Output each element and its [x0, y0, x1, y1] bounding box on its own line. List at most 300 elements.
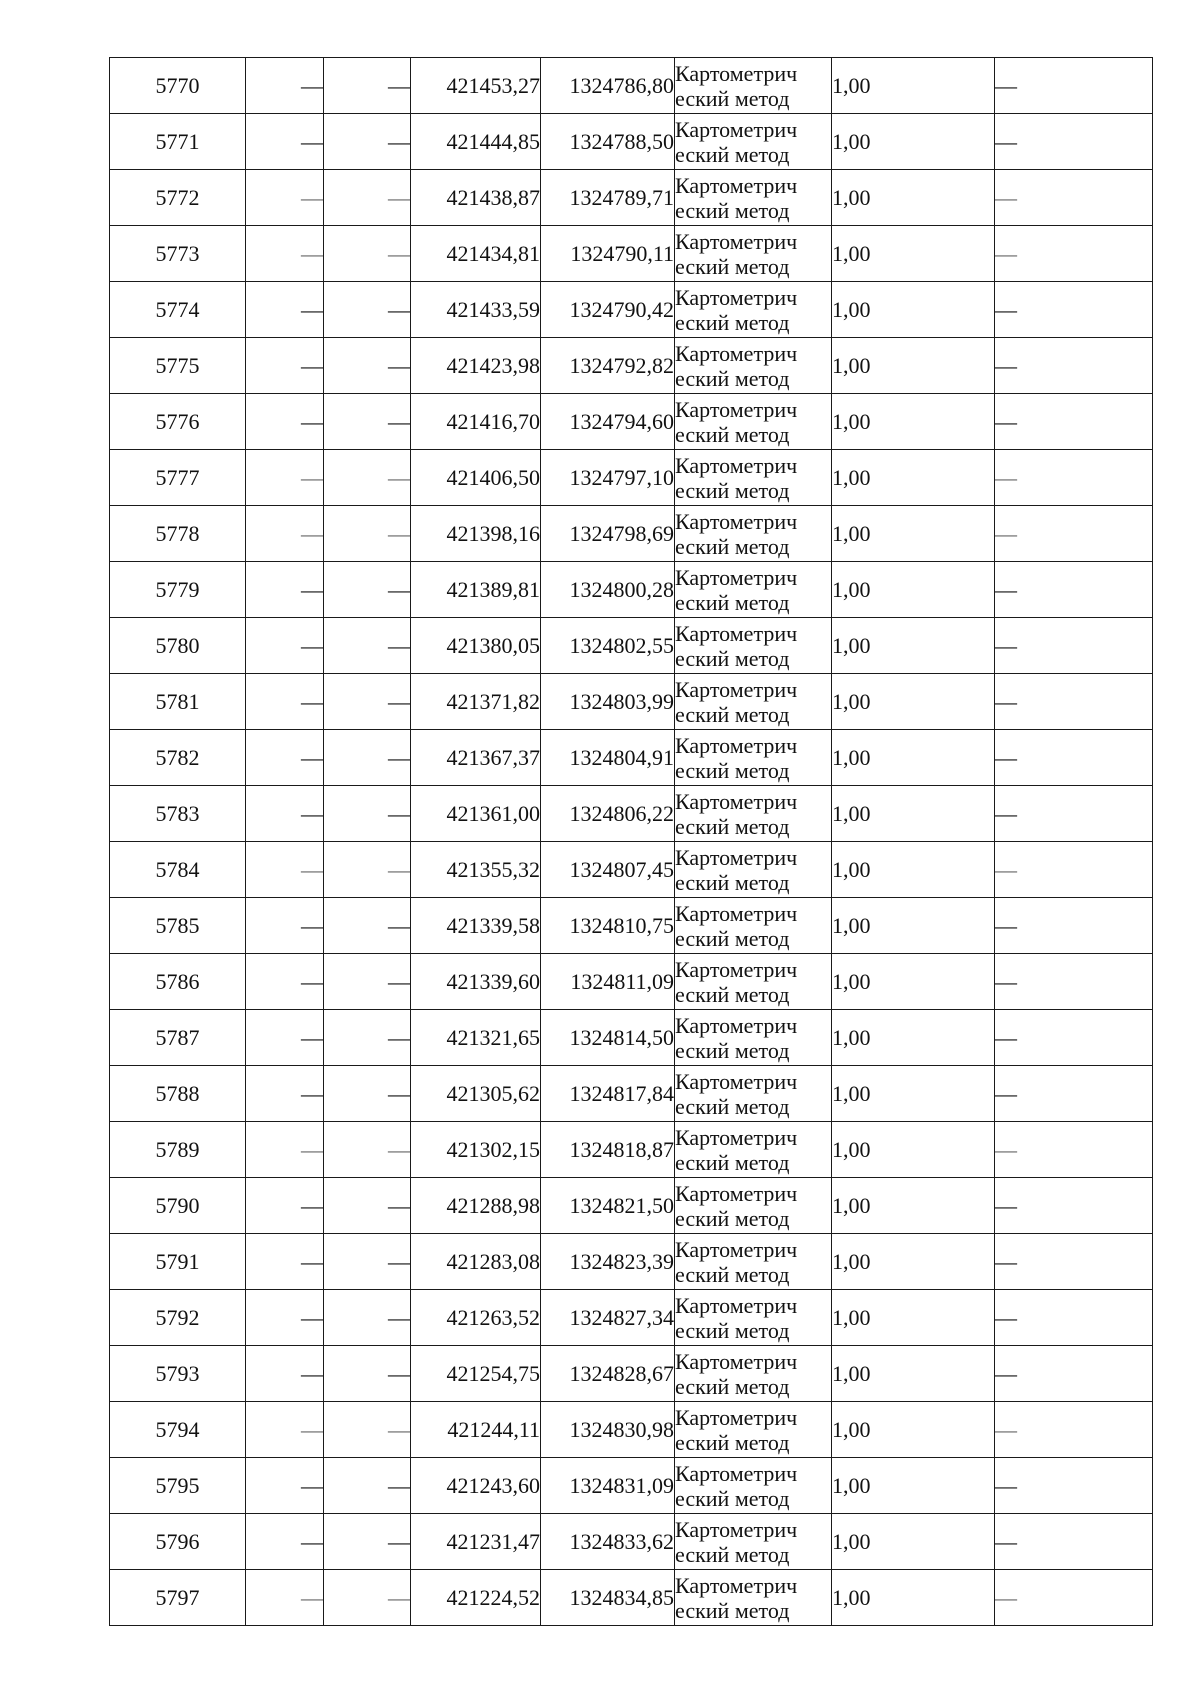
- empty-dash-cell-1: —: [246, 338, 324, 394]
- empty-dash-cell-1: —: [246, 506, 324, 562]
- method-line-2: еский метод: [675, 925, 790, 951]
- coordinate-y-cell: 1324834,85: [541, 1570, 675, 1626]
- method-cell: [675, 674, 832, 730]
- method-cell: [675, 1234, 832, 1290]
- point-number-cell: 5794: [110, 1402, 246, 1458]
- method-line-2: еский метод: [675, 869, 790, 895]
- empty-dash-cell-2: —: [324, 1122, 411, 1178]
- table-row: [110, 618, 1153, 674]
- point-number-cell: 5778: [110, 506, 246, 562]
- method-line-2: еский метод: [675, 1037, 790, 1063]
- method-line-2: еский метод: [675, 1093, 790, 1119]
- coordinate-y-cell: 1324800,28: [541, 562, 675, 618]
- coordinate-y-cell: 1324806,22: [541, 786, 675, 842]
- point-number-cell: 5788: [110, 1066, 246, 1122]
- method-line-2: еский метод: [675, 981, 790, 1007]
- method-cell: [675, 170, 832, 226]
- accuracy-cell: 1,00: [832, 58, 995, 114]
- method-line-2: еский метод: [675, 197, 790, 223]
- method-line-1: Картометрич: [675, 1180, 798, 1206]
- table-row: [110, 1346, 1153, 1402]
- method-line-2: еский метод: [675, 1317, 790, 1343]
- empty-dash-cell-2: —: [324, 842, 411, 898]
- empty-dash-cell-1: —: [246, 730, 324, 786]
- coordinate-y-cell: 1324802,55: [541, 618, 675, 674]
- empty-dash-cell-3: —: [995, 562, 1153, 618]
- coordinate-y-cell: 1324821,50: [541, 1178, 675, 1234]
- empty-dash-cell-1: —: [246, 1458, 324, 1514]
- coordinate-x-cell: 421339,58: [411, 898, 541, 954]
- empty-dash-cell-2: —: [324, 1458, 411, 1514]
- coordinate-y-cell: 1324818,87: [541, 1122, 675, 1178]
- table-row: [110, 898, 1153, 954]
- coordinate-y-cell: 1324827,34: [541, 1290, 675, 1346]
- method-line-1: Картометрич: [675, 1292, 798, 1318]
- method-cell: [675, 1010, 832, 1066]
- empty-dash-cell-2: —: [324, 1178, 411, 1234]
- empty-dash-cell-3: —: [995, 842, 1153, 898]
- accuracy-cell: 1,00: [832, 1290, 995, 1346]
- accuracy-cell: 1,00: [832, 450, 995, 506]
- empty-dash-cell-3: —: [995, 1458, 1153, 1514]
- method-line-1: Картометрич: [675, 116, 798, 142]
- method-cell: [675, 1066, 832, 1122]
- accuracy-cell: 1,00: [832, 394, 995, 450]
- empty-dash-cell-2: —: [324, 1514, 411, 1570]
- point-number-cell: 5791: [110, 1234, 246, 1290]
- point-number-cell: 5781: [110, 674, 246, 730]
- coordinate-x-cell: 421438,87: [411, 170, 541, 226]
- empty-dash-cell-1: —: [246, 450, 324, 506]
- method-cell: [675, 506, 832, 562]
- point-number-cell: 5773: [110, 226, 246, 282]
- coordinate-x-cell: 421321,65: [411, 1010, 541, 1066]
- method-cell: [675, 562, 832, 618]
- method-line-1: Картометрич: [675, 844, 798, 870]
- coordinate-x-cell: 421434,81: [411, 226, 541, 282]
- empty-dash-cell-1: —: [246, 898, 324, 954]
- method-cell: [675, 898, 832, 954]
- coordinate-x-cell: 421406,50: [411, 450, 541, 506]
- accuracy-cell: 1,00: [832, 226, 995, 282]
- empty-dash-cell-2: —: [324, 114, 411, 170]
- coordinate-y-cell: 1324833,62: [541, 1514, 675, 1570]
- empty-dash-cell-3: —: [995, 954, 1153, 1010]
- method-cell: [675, 1122, 832, 1178]
- accuracy-cell: 1,00: [832, 898, 995, 954]
- table-row: [110, 450, 1153, 506]
- table-row: [110, 282, 1153, 338]
- method-line-1: Картометрич: [675, 1124, 798, 1150]
- empty-dash-cell-3: —: [995, 1066, 1153, 1122]
- empty-dash-cell-3: —: [995, 506, 1153, 562]
- empty-dash-cell-2: —: [324, 954, 411, 1010]
- empty-dash-cell-3: —: [995, 618, 1153, 674]
- empty-dash-cell-1: —: [246, 954, 324, 1010]
- point-number-cell: 5780: [110, 618, 246, 674]
- coordinate-x-cell: 421389,81: [411, 562, 541, 618]
- table-row: [110, 1066, 1153, 1122]
- coordinate-y-cell: 1324823,39: [541, 1234, 675, 1290]
- empty-dash-cell-2: —: [324, 786, 411, 842]
- table-body: [110, 58, 1153, 1626]
- empty-dash-cell-3: —: [995, 1346, 1153, 1402]
- coordinate-y-cell: 1324790,11: [541, 226, 675, 282]
- empty-dash-cell-2: —: [324, 506, 411, 562]
- coordinate-y-cell: 1324788,50: [541, 114, 675, 170]
- empty-dash-cell-1: —: [246, 674, 324, 730]
- empty-dash-cell-3: —: [995, 1178, 1153, 1234]
- accuracy-cell: 1,00: [832, 1178, 995, 1234]
- empty-dash-cell-2: —: [324, 1066, 411, 1122]
- table-row: [110, 1010, 1153, 1066]
- point-number-cell: 5774: [110, 282, 246, 338]
- coordinate-x-cell: 421231,47: [411, 1514, 541, 1570]
- table-row: [110, 1178, 1153, 1234]
- accuracy-cell: 1,00: [832, 562, 995, 618]
- empty-dash-cell-2: —: [324, 226, 411, 282]
- table-row: [110, 226, 1153, 282]
- coordinate-y-cell: 1324789,71: [541, 170, 675, 226]
- point-number-cell: 5776: [110, 394, 246, 450]
- coordinate-x-cell: 421453,27: [411, 58, 541, 114]
- method-cell: [675, 786, 832, 842]
- method-cell: [675, 730, 832, 786]
- accuracy-cell: 1,00: [832, 954, 995, 1010]
- table-row: [110, 1290, 1153, 1346]
- point-number-cell: 5795: [110, 1458, 246, 1514]
- empty-dash-cell-1: —: [246, 618, 324, 674]
- table-row: [110, 1570, 1153, 1626]
- empty-dash-cell-2: —: [324, 58, 411, 114]
- method-line-1: Картометрич: [675, 1516, 798, 1542]
- coordinate-x-cell: 421244,11: [411, 1402, 541, 1458]
- coordinate-x-cell: 421339,60: [411, 954, 541, 1010]
- empty-dash-cell-1: —: [246, 58, 324, 114]
- table-row: [110, 1122, 1153, 1178]
- method-line-1: Картометрич: [675, 284, 798, 310]
- empty-dash-cell-1: —: [246, 786, 324, 842]
- method-line-1: Картометрич: [675, 340, 798, 366]
- empty-dash-cell-2: —: [324, 562, 411, 618]
- point-number-cell: 5786: [110, 954, 246, 1010]
- table-row: [110, 562, 1153, 618]
- empty-dash-cell-2: —: [324, 1402, 411, 1458]
- method-cell: [675, 394, 832, 450]
- table-row: [110, 1234, 1153, 1290]
- coordinates-table: [109, 57, 1153, 1626]
- empty-dash-cell-1: —: [246, 1234, 324, 1290]
- method-cell: [675, 450, 832, 506]
- empty-dash-cell-1: —: [246, 226, 324, 282]
- coordinate-y-cell: 1324797,10: [541, 450, 675, 506]
- accuracy-cell: 1,00: [832, 786, 995, 842]
- method-cell: [675, 1570, 832, 1626]
- coordinate-y-cell: 1324798,69: [541, 506, 675, 562]
- coordinate-y-cell: 1324817,84: [541, 1066, 675, 1122]
- accuracy-cell: 1,00: [832, 1570, 995, 1626]
- coordinate-x-cell: 421423,98: [411, 338, 541, 394]
- empty-dash-cell-2: —: [324, 282, 411, 338]
- method-line-1: Картометрич: [675, 1572, 798, 1598]
- empty-dash-cell-3: —: [995, 394, 1153, 450]
- method-cell: [675, 1458, 832, 1514]
- accuracy-cell: 1,00: [832, 1458, 995, 1514]
- method-line-1: Картометрич: [675, 788, 798, 814]
- method-line-2: еский метод: [675, 309, 790, 335]
- point-number-cell: 5779: [110, 562, 246, 618]
- method-line-2: еский метод: [675, 1373, 790, 1399]
- coordinate-x-cell: 421254,75: [411, 1346, 541, 1402]
- method-cell: [675, 954, 832, 1010]
- method-line-2: еский метод: [675, 757, 790, 783]
- empty-dash-cell-3: —: [995, 170, 1153, 226]
- empty-dash-cell-3: —: [995, 58, 1153, 114]
- method-line-1: Картометрич: [675, 1012, 798, 1038]
- table-row: [110, 786, 1153, 842]
- coordinate-y-cell: 1324803,99: [541, 674, 675, 730]
- method-line-2: еский метод: [675, 1205, 790, 1231]
- table-row: [110, 338, 1153, 394]
- empty-dash-cell-1: —: [246, 842, 324, 898]
- accuracy-cell: 1,00: [832, 842, 995, 898]
- empty-dash-cell-3: —: [995, 1402, 1153, 1458]
- method-line-1: Картометрич: [675, 900, 798, 926]
- empty-dash-cell-2: —: [324, 1234, 411, 1290]
- empty-dash-cell-2: —: [324, 1346, 411, 1402]
- empty-dash-cell-2: —: [324, 618, 411, 674]
- coordinate-x-cell: 421380,05: [411, 618, 541, 674]
- method-line-1: Картометрич: [675, 1348, 798, 1374]
- method-cell: [675, 114, 832, 170]
- point-number-cell: 5792: [110, 1290, 246, 1346]
- table-row: [110, 1402, 1153, 1458]
- empty-dash-cell-1: —: [246, 114, 324, 170]
- table-row: [110, 1514, 1153, 1570]
- empty-dash-cell-3: —: [995, 1570, 1153, 1626]
- point-number-cell: 5775: [110, 338, 246, 394]
- method-line-1: Картометрич: [675, 1068, 798, 1094]
- method-cell: [675, 1514, 832, 1570]
- empty-dash-cell-1: —: [246, 1514, 324, 1570]
- coordinate-x-cell: 421433,59: [411, 282, 541, 338]
- coordinate-x-cell: 421283,08: [411, 1234, 541, 1290]
- accuracy-cell: 1,00: [832, 1514, 995, 1570]
- coordinate-y-cell: 1324794,60: [541, 394, 675, 450]
- empty-dash-cell-3: —: [995, 338, 1153, 394]
- empty-dash-cell-2: —: [324, 1290, 411, 1346]
- table-row: [110, 674, 1153, 730]
- method-line-2: еский метод: [675, 253, 790, 279]
- method-line-1: Картометрич: [675, 1236, 798, 1262]
- point-number-cell: 5772: [110, 170, 246, 226]
- table-row: [110, 170, 1153, 226]
- coordinate-y-cell: 1324786,80: [541, 58, 675, 114]
- coordinate-x-cell: 421361,00: [411, 786, 541, 842]
- empty-dash-cell-1: —: [246, 1570, 324, 1626]
- method-line-1: Картометрич: [675, 676, 798, 702]
- coordinate-x-cell: 421367,37: [411, 730, 541, 786]
- empty-dash-cell-2: —: [324, 730, 411, 786]
- method-line-2: еский метод: [675, 365, 790, 391]
- coordinate-x-cell: 421355,32: [411, 842, 541, 898]
- empty-dash-cell-2: —: [324, 394, 411, 450]
- point-number-cell: 5787: [110, 1010, 246, 1066]
- method-line-2: еский метод: [675, 1485, 790, 1511]
- method-line-1: Картометрич: [675, 508, 798, 534]
- method-line-2: еский метод: [675, 1261, 790, 1287]
- empty-dash-cell-1: —: [246, 170, 324, 226]
- method-line-2: еский метод: [675, 1149, 790, 1175]
- empty-dash-cell-1: —: [246, 1402, 324, 1458]
- table-row: [110, 58, 1153, 114]
- empty-dash-cell-2: —: [324, 170, 411, 226]
- table-row: [110, 842, 1153, 898]
- accuracy-cell: 1,00: [832, 1010, 995, 1066]
- method-cell: [675, 1346, 832, 1402]
- method-cell: [675, 226, 832, 282]
- method-cell: [675, 338, 832, 394]
- coordinate-x-cell: 421302,15: [411, 1122, 541, 1178]
- coordinate-y-cell: 1324807,45: [541, 842, 675, 898]
- accuracy-cell: 1,00: [832, 674, 995, 730]
- method-line-2: еский метод: [675, 1429, 790, 1455]
- method-cell: [675, 1402, 832, 1458]
- empty-dash-cell-1: —: [246, 1178, 324, 1234]
- empty-dash-cell-3: —: [995, 1010, 1153, 1066]
- table-row: [110, 506, 1153, 562]
- empty-dash-cell-1: —: [246, 562, 324, 618]
- method-line-1: Картометрич: [675, 172, 798, 198]
- method-line-1: Картометрич: [675, 1460, 798, 1486]
- accuracy-cell: 1,00: [832, 1234, 995, 1290]
- empty-dash-cell-1: —: [246, 1346, 324, 1402]
- point-number-cell: 5771: [110, 114, 246, 170]
- accuracy-cell: 1,00: [832, 1066, 995, 1122]
- method-line-2: еский метод: [675, 589, 790, 615]
- method-cell: [675, 1290, 832, 1346]
- empty-dash-cell-3: —: [995, 450, 1153, 506]
- method-line-1: Картометрич: [675, 452, 798, 478]
- method-line-2: еский метод: [675, 533, 790, 559]
- coordinate-x-cell: 421398,16: [411, 506, 541, 562]
- method-line-1: Картометрич: [675, 396, 798, 422]
- accuracy-cell: 1,00: [832, 338, 995, 394]
- coordinate-y-cell: 1324831,09: [541, 1458, 675, 1514]
- empty-dash-cell-1: —: [246, 394, 324, 450]
- method-cell: [675, 618, 832, 674]
- coordinate-y-cell: 1324792,82: [541, 338, 675, 394]
- accuracy-cell: 1,00: [832, 1346, 995, 1402]
- empty-dash-cell-1: —: [246, 1010, 324, 1066]
- empty-dash-cell-2: —: [324, 674, 411, 730]
- method-cell: [675, 1178, 832, 1234]
- method-line-2: еский метод: [675, 813, 790, 839]
- method-line-2: еский метод: [675, 645, 790, 671]
- accuracy-cell: 1,00: [832, 170, 995, 226]
- empty-dash-cell-3: —: [995, 730, 1153, 786]
- empty-dash-cell-3: —: [995, 282, 1153, 338]
- empty-dash-cell-1: —: [246, 1066, 324, 1122]
- method-line-1: Картометрич: [675, 1404, 798, 1430]
- point-number-cell: 5784: [110, 842, 246, 898]
- method-line-2: еский метод: [675, 701, 790, 727]
- point-number-cell: 5796: [110, 1514, 246, 1570]
- point-number-cell: 5777: [110, 450, 246, 506]
- coordinate-y-cell: 1324828,67: [541, 1346, 675, 1402]
- empty-dash-cell-3: —: [995, 674, 1153, 730]
- coordinate-x-cell: 421371,82: [411, 674, 541, 730]
- coordinate-y-cell: 1324790,42: [541, 282, 675, 338]
- coordinate-x-cell: 421416,70: [411, 394, 541, 450]
- method-line-1: Картометрич: [675, 732, 798, 758]
- method-line-2: еский метод: [675, 1597, 790, 1623]
- empty-dash-cell-3: —: [995, 1290, 1153, 1346]
- coordinate-x-cell: 421224,52: [411, 1570, 541, 1626]
- point-number-cell: 5782: [110, 730, 246, 786]
- empty-dash-cell-3: —: [995, 898, 1153, 954]
- coordinate-y-cell: 1324830,98: [541, 1402, 675, 1458]
- method-line-2: еский метод: [675, 1541, 790, 1567]
- coordinate-y-cell: 1324814,50: [541, 1010, 675, 1066]
- method-line-2: еский метод: [675, 141, 790, 167]
- point-number-cell: 5789: [110, 1122, 246, 1178]
- empty-dash-cell-3: —: [995, 226, 1153, 282]
- accuracy-cell: 1,00: [832, 618, 995, 674]
- accuracy-cell: 1,00: [832, 282, 995, 338]
- point-number-cell: 5785: [110, 898, 246, 954]
- table-row: [110, 114, 1153, 170]
- empty-dash-cell-3: —: [995, 114, 1153, 170]
- table-row: [110, 394, 1153, 450]
- point-number-cell: 5770: [110, 58, 246, 114]
- empty-dash-cell-3: —: [995, 1514, 1153, 1570]
- accuracy-cell: 1,00: [832, 730, 995, 786]
- empty-dash-cell-1: —: [246, 1122, 324, 1178]
- empty-dash-cell-3: —: [995, 1234, 1153, 1290]
- method-line-1: Картометрич: [675, 228, 798, 254]
- empty-dash-cell-2: —: [324, 450, 411, 506]
- empty-dash-cell-2: —: [324, 1010, 411, 1066]
- coordinate-y-cell: 1324811,09: [541, 954, 675, 1010]
- accuracy-cell: 1,00: [832, 1122, 995, 1178]
- point-number-cell: 5783: [110, 786, 246, 842]
- empty-dash-cell-3: —: [995, 786, 1153, 842]
- method-cell: [675, 842, 832, 898]
- empty-dash-cell-2: —: [324, 898, 411, 954]
- table-row: [110, 954, 1153, 1010]
- method-line-1: Картометрич: [675, 564, 798, 590]
- coordinate-x-cell: 421305,62: [411, 1066, 541, 1122]
- coordinate-y-cell: 1324810,75: [541, 898, 675, 954]
- coordinate-x-cell: 421288,98: [411, 1178, 541, 1234]
- point-number-cell: 5790: [110, 1178, 246, 1234]
- empty-dash-cell-2: —: [324, 1570, 411, 1626]
- empty-dash-cell-3: —: [995, 1122, 1153, 1178]
- accuracy-cell: 1,00: [832, 1402, 995, 1458]
- method-line-1: Картометрич: [675, 60, 798, 86]
- method-line-2: еский метод: [675, 85, 790, 111]
- coordinate-x-cell: 421444,85: [411, 114, 541, 170]
- method-line-1: Картометрич: [675, 956, 798, 982]
- method-line-2: еский метод: [675, 477, 790, 503]
- empty-dash-cell-1: —: [246, 1290, 324, 1346]
- accuracy-cell: 1,00: [832, 506, 995, 562]
- empty-dash-cell-2: —: [324, 338, 411, 394]
- table-row: [110, 730, 1153, 786]
- method-line-1: Картометрич: [675, 620, 798, 646]
- coordinate-y-cell: 1324804,91: [541, 730, 675, 786]
